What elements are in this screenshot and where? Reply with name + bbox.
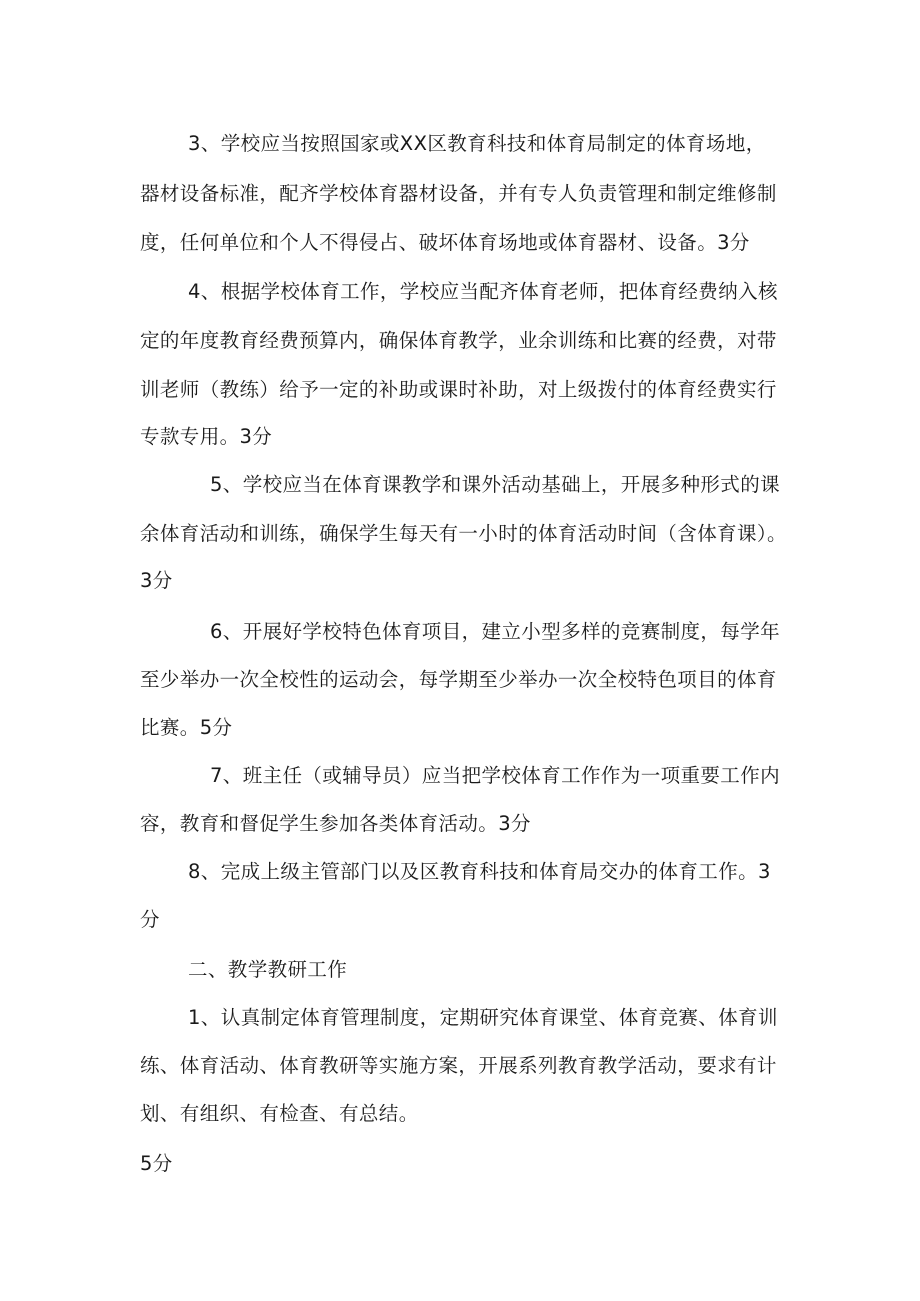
section-heading: 二、教学教研工作	[188, 958, 348, 981]
text-line: 5、学校应当在体育课教学和课外活动基础上，开展多种形式的课	[210, 473, 781, 496]
text-line: 3、学校应当按照国家或XX区教育科技和体育局制定的体育场地，	[188, 132, 766, 155]
text-line: 余体育活动和训练，确保学生每天有一小时的体育活动时间（含体育课）。	[140, 522, 787, 545]
text-line: 8、完成上级主管部门以及区教育科技和体育局交办的体育工作。3	[188, 860, 771, 883]
text-line: 容，教育和督促学生参加各类体育活动。3分	[140, 812, 531, 835]
text-line: 1、认真制定体育管理制度，定期研究体育课堂、体育竞赛、体育训	[188, 1006, 778, 1029]
text-line: 7、班主任（或辅导员）应当把学校体育工作作为一项重要工作内	[210, 764, 781, 787]
text-line: 4、根据学校体育工作，学校应当配齐体育老师，把体育经费纳入核	[188, 280, 778, 303]
text-line: 器材设备标准，配齐学校体育器材设备，并有专人负责管理和制定维修制	[140, 182, 777, 205]
text-line: 比赛。5分	[140, 716, 233, 739]
text-line: 专款专用。3分	[140, 425, 273, 448]
text-line: 练、体育活动、体育教研等实施方案，开展系列教育教学活动，要求有计	[140, 1054, 777, 1077]
text-line: 至少举办一次全校性的运动会，每学期至少举办一次全校特色项目的体育	[140, 668, 777, 691]
text-line: 训老师（教练）给予一定的补助或课时补助，对上级拨付的体育经费实行	[140, 378, 777, 401]
text-line: 5分	[140, 1152, 173, 1175]
text-line: 划、有组织、有检查、有总结。	[140, 1102, 419, 1125]
text-line: 定的年度教育经费预算内，确保体育教学，业余训练和比赛的经费，对带	[140, 329, 777, 352]
text-line: 3分	[140, 569, 173, 592]
text-line: 度，任何单位和个人不得侵占、破坏体育场地或体育器材、设备。3分	[140, 231, 750, 254]
text-line: 6、开展好学校特色体育项目，建立小型多样的竞赛制度，每学年	[210, 620, 781, 643]
text-line: 分	[140, 908, 160, 931]
